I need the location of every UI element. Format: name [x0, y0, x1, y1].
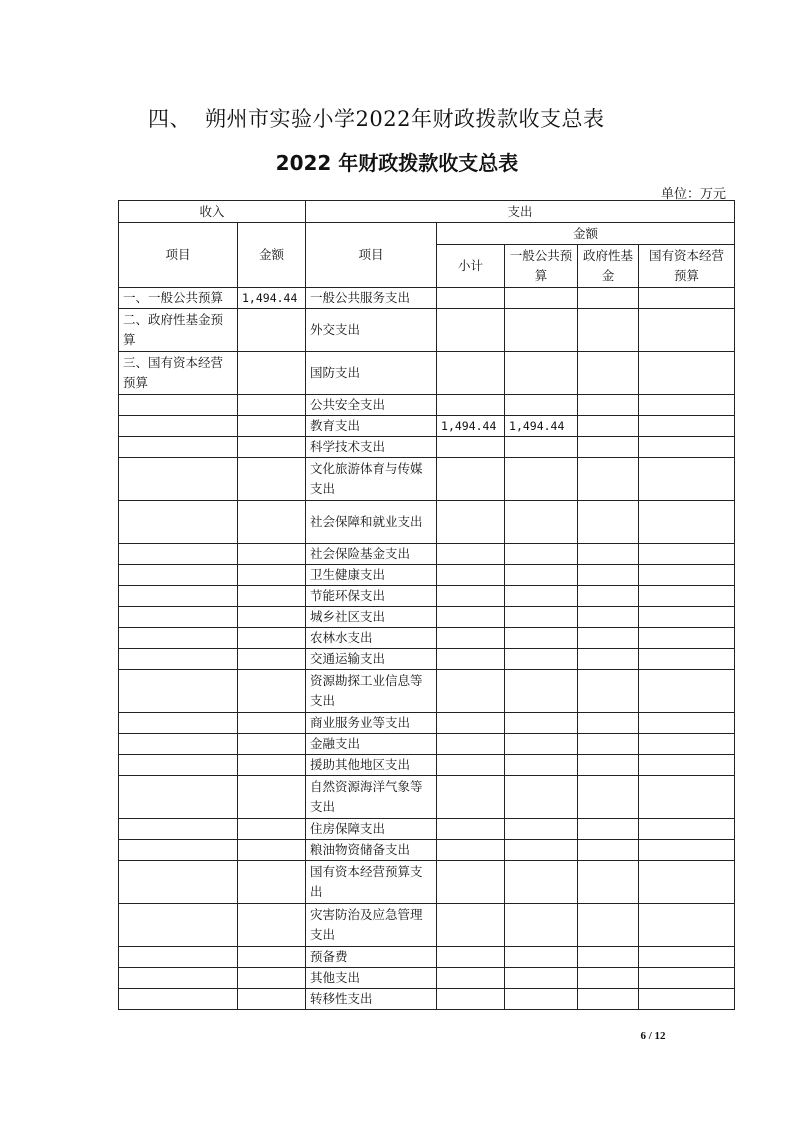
- table-row: [119, 989, 735, 1010]
- general-budget-cell: [505, 395, 578, 416]
- general-budget-cell: [505, 840, 578, 861]
- state-capital-cell: [639, 840, 735, 861]
- income-item-cell: [119, 947, 238, 968]
- general-budget-cell: [505, 309, 578, 352]
- income-amount-cell: [238, 904, 306, 947]
- table-row: [119, 395, 735, 416]
- general-budget-cell: [505, 734, 578, 755]
- income-item-cell: [119, 395, 238, 416]
- income-amount-cell: [238, 395, 306, 416]
- table-row: [119, 968, 735, 989]
- income-item-cell: [119, 565, 238, 586]
- expense-item-cell: 公共安全支出: [306, 395, 437, 416]
- table-title: 2022 年财政拨款收支总表: [275, 151, 519, 175]
- section-heading: [148, 103, 604, 133]
- fund-budget-cell: [578, 416, 639, 437]
- income-item-cell: [119, 416, 238, 437]
- table-row: [119, 819, 735, 840]
- fund-budget-cell: [578, 309, 639, 352]
- section-heading-text: 朔州市实验小学2022年财政拨款收支总表: [205, 107, 605, 131]
- income-item-cell: 一、一般公共预算: [119, 288, 238, 309]
- general-budget-cell: [505, 607, 578, 628]
- fund-budget-cell: [578, 649, 639, 670]
- general-budget-cell: [505, 586, 578, 607]
- expense-item-cell: 国有资本经营预算支出: [306, 861, 437, 904]
- state-capital-cell: [639, 968, 735, 989]
- state-capital-cell: [639, 309, 735, 352]
- income-amount-cell: [238, 649, 306, 670]
- income-amount-cell: [238, 458, 306, 501]
- col-income-amount: 金额: [238, 223, 306, 288]
- table-row: [119, 309, 735, 352]
- table-row: [119, 713, 735, 734]
- subtotal-cell: [437, 352, 505, 395]
- state-capital-cell: [639, 947, 735, 968]
- state-capital-cell: [639, 670, 735, 713]
- fund-budget-cell: [578, 904, 639, 947]
- expense-item-cell: 城乡社区支出: [306, 607, 437, 628]
- income-item-cell: [119, 904, 238, 947]
- expense-item-cell: 粮油物资储备支出: [306, 840, 437, 861]
- table-row: [119, 649, 735, 670]
- fund-budget-cell: [578, 947, 639, 968]
- income-item-cell: [119, 586, 238, 607]
- expense-item-cell: 住房保障支出: [306, 819, 437, 840]
- table-row: [119, 544, 735, 565]
- state-capital-cell: [639, 586, 735, 607]
- table-row: [119, 501, 735, 544]
- fund-budget-cell: [578, 288, 639, 309]
- subtotal-cell: [437, 628, 505, 649]
- table-row: [119, 840, 735, 861]
- state-capital-cell: [639, 713, 735, 734]
- income-item-cell: [119, 458, 238, 501]
- state-capital-cell: [639, 607, 735, 628]
- state-capital-cell: [639, 352, 735, 395]
- subtotal-cell: [437, 309, 505, 352]
- income-amount-cell: [238, 416, 306, 437]
- fund-budget-cell: [578, 968, 639, 989]
- col-subtotal: 小计: [437, 245, 505, 288]
- col-expense-item: 项目: [306, 223, 437, 288]
- fund-budget-cell: [578, 352, 639, 395]
- fund-budget-cell: [578, 586, 639, 607]
- income-item-cell: [119, 628, 238, 649]
- general-budget-cell: [505, 501, 578, 544]
- income-amount-cell: [238, 819, 306, 840]
- income-item-cell: [119, 501, 238, 544]
- general-budget-cell: [505, 776, 578, 819]
- state-capital-cell: [639, 501, 735, 544]
- table-row: [119, 352, 735, 395]
- page-number: 6 / 12: [640, 1030, 666, 1042]
- expense-item-cell: 金融支出: [306, 734, 437, 755]
- section-number: 四、: [148, 107, 191, 131]
- income-amount-cell: [238, 309, 306, 352]
- fund-budget-cell: [578, 670, 639, 713]
- general-budget-cell: [505, 989, 578, 1010]
- general-budget-cell: [505, 544, 578, 565]
- subtotal-cell: [437, 947, 505, 968]
- state-capital-cell: [639, 989, 735, 1010]
- income-amount-cell: [238, 607, 306, 628]
- general-budget-cell: [505, 904, 578, 947]
- general-budget-cell: [505, 437, 578, 458]
- income-amount-cell: [238, 544, 306, 565]
- subtotal-cell: [437, 776, 505, 819]
- expense-item-cell: 其他支出: [306, 968, 437, 989]
- income-item-cell: 二、政府性基金预算: [119, 309, 238, 352]
- state-capital-cell: [639, 776, 735, 819]
- general-budget-cell: [505, 628, 578, 649]
- expense-item-cell: 农林水支出: [306, 628, 437, 649]
- income-amount-cell: [238, 776, 306, 819]
- income-amount-cell: [238, 565, 306, 586]
- table-row: [119, 755, 735, 776]
- subtotal-cell: [437, 586, 505, 607]
- general-budget-cell: [505, 458, 578, 501]
- general-budget-cell: [505, 565, 578, 586]
- table-row: [119, 288, 735, 309]
- state-capital-cell: [639, 395, 735, 416]
- subtotal-cell: [437, 670, 505, 713]
- income-item-cell: [119, 544, 238, 565]
- fund-budget-cell: [578, 395, 639, 416]
- table-row: [119, 416, 735, 437]
- income-amount-cell: [238, 352, 306, 395]
- subtotal-cell: [437, 501, 505, 544]
- general-budget-cell: [505, 861, 578, 904]
- state-capital-cell: [639, 628, 735, 649]
- subtotal-cell: [437, 904, 505, 947]
- income-amount-cell: [238, 437, 306, 458]
- income-amount-cell: [238, 755, 306, 776]
- table-row: [119, 947, 735, 968]
- fund-budget-cell: [578, 544, 639, 565]
- col-general-budget: 一般公共预算: [505, 245, 578, 288]
- fund-budget-cell: [578, 458, 639, 501]
- table-row: [119, 904, 735, 947]
- table-row: [119, 458, 735, 501]
- expense-item-cell: 一般公共服务支出: [306, 288, 437, 309]
- general-budget-cell: [505, 968, 578, 989]
- income-item-cell: [119, 755, 238, 776]
- amount-group-header: 金额: [437, 223, 735, 245]
- fund-budget-cell: [578, 840, 639, 861]
- income-item-cell: [119, 861, 238, 904]
- expense-item-cell: 社会保障和就业支出: [306, 501, 437, 544]
- income-item-cell: [119, 819, 238, 840]
- fund-budget-cell: [578, 607, 639, 628]
- expense-item-cell: 资源勘探工业信息等支出: [306, 670, 437, 713]
- expense-item-cell: 科学技术支出: [306, 437, 437, 458]
- table-row: [119, 628, 735, 649]
- expense-item-cell: 预备费: [306, 947, 437, 968]
- header-row-1: [119, 201, 735, 223]
- subtotal-cell: [437, 861, 505, 904]
- fund-budget-cell: [578, 501, 639, 544]
- subtotal-cell: [437, 734, 505, 755]
- subtotal-cell: [437, 840, 505, 861]
- table-row: [119, 586, 735, 607]
- general-budget-cell: [505, 649, 578, 670]
- income-item-cell: [119, 968, 238, 989]
- table-row: [119, 670, 735, 713]
- state-capital-cell: [639, 861, 735, 904]
- income-amount-cell: [238, 501, 306, 544]
- subtotal-cell: [437, 649, 505, 670]
- fund-budget-cell: [578, 734, 639, 755]
- income-item-cell: [119, 437, 238, 458]
- table-row: [119, 565, 735, 586]
- income-item-cell: [119, 670, 238, 713]
- table-row: [119, 437, 735, 458]
- income-amount-cell: [238, 947, 306, 968]
- general-budget-cell: [505, 713, 578, 734]
- income-amount-cell: [238, 670, 306, 713]
- fund-budget-cell: [578, 861, 639, 904]
- state-capital-cell: [639, 649, 735, 670]
- expense-item-cell: 自然资源海洋气象等支出: [306, 776, 437, 819]
- income-amount-cell: [238, 734, 306, 755]
- income-amount-cell: [238, 586, 306, 607]
- income-item-cell: [119, 989, 238, 1010]
- header-row-2: [119, 223, 735, 245]
- income-item-cell: [119, 713, 238, 734]
- subtotal-cell: [437, 755, 505, 776]
- general-budget-cell: [505, 755, 578, 776]
- state-capital-cell: [639, 437, 735, 458]
- state-capital-cell: [639, 819, 735, 840]
- general-budget-cell: [505, 288, 578, 309]
- income-amount-cell: [238, 989, 306, 1010]
- subtotal-cell: [437, 989, 505, 1010]
- expense-header: 支出: [306, 201, 735, 223]
- expense-item-cell: 节能环保支出: [306, 586, 437, 607]
- subtotal-cell: [437, 819, 505, 840]
- fund-budget-cell: [578, 628, 639, 649]
- subtotal-cell: [437, 968, 505, 989]
- budget-summary-table: [118, 200, 735, 1010]
- col-income-item: 项目: [119, 223, 238, 288]
- income-amount-cell: [238, 628, 306, 649]
- table-row: [119, 776, 735, 819]
- table-row: [119, 607, 735, 628]
- subtotal-cell: [437, 544, 505, 565]
- general-budget-cell: [505, 352, 578, 395]
- general-budget-cell: [505, 819, 578, 840]
- state-capital-cell: [639, 544, 735, 565]
- income-amount-cell: [238, 713, 306, 734]
- table-row: [119, 734, 735, 755]
- income-amount-cell: [238, 861, 306, 904]
- expense-item-cell: 教育支出: [306, 416, 437, 437]
- income-item-cell: [119, 776, 238, 819]
- income-item-cell: [119, 649, 238, 670]
- expense-item-cell: 卫生健康支出: [306, 565, 437, 586]
- subtotal-cell: [437, 437, 505, 458]
- fund-budget-cell: [578, 755, 639, 776]
- fund-budget-cell: [578, 819, 639, 840]
- general-budget-cell: [505, 947, 578, 968]
- general-budget-cell: [505, 670, 578, 713]
- expense-item-cell: 商业服务业等支出: [306, 713, 437, 734]
- unit-label: 单位：万元: [660, 187, 726, 202]
- general-budget-cell: 1,494.44: [505, 416, 578, 437]
- state-capital-cell: [639, 416, 735, 437]
- subtotal-cell: [437, 607, 505, 628]
- expense-item-cell: 灾害防治及应急管理支出: [306, 904, 437, 947]
- income-item-cell: [119, 607, 238, 628]
- expense-item-cell: 转移性支出: [306, 989, 437, 1010]
- expense-item-cell: 交通运输支出: [306, 649, 437, 670]
- subtotal-cell: [437, 713, 505, 734]
- state-capital-cell: [639, 288, 735, 309]
- col-state-capital-budget: 国有资本经营预算: [639, 245, 735, 288]
- table-row: [119, 861, 735, 904]
- income-item-cell: [119, 840, 238, 861]
- subtotal-cell: [437, 458, 505, 501]
- state-capital-cell: [639, 458, 735, 501]
- state-capital-cell: [639, 755, 735, 776]
- income-item-cell: [119, 734, 238, 755]
- state-capital-cell: [639, 904, 735, 947]
- expense-item-cell: 文化旅游体育与传媒支出: [306, 458, 437, 501]
- col-fund-budget: 政府性基金: [578, 245, 639, 288]
- income-amount-cell: [238, 840, 306, 861]
- subtotal-cell: [437, 565, 505, 586]
- subtotal-cell: [437, 395, 505, 416]
- state-capital-cell: [639, 565, 735, 586]
- income-amount-cell: [238, 968, 306, 989]
- fund-budget-cell: [578, 776, 639, 819]
- fund-budget-cell: [578, 989, 639, 1010]
- expense-item-cell: 社会保险基金支出: [306, 544, 437, 565]
- fund-budget-cell: [578, 437, 639, 458]
- subtotal-cell: 1,494.44: [437, 416, 505, 437]
- fund-budget-cell: [578, 713, 639, 734]
- fund-budget-cell: [578, 565, 639, 586]
- expense-item-cell: 国防支出: [306, 352, 437, 395]
- expense-item-cell: 援助其他地区支出: [306, 755, 437, 776]
- state-capital-cell: [639, 734, 735, 755]
- income-header: 收入: [119, 201, 306, 223]
- income-amount-cell: 1,494.44: [238, 288, 306, 309]
- income-item-cell: 三、国有资本经营预算: [119, 352, 238, 395]
- expense-item-cell: 外交支出: [306, 309, 437, 352]
- subtotal-cell: [437, 288, 505, 309]
